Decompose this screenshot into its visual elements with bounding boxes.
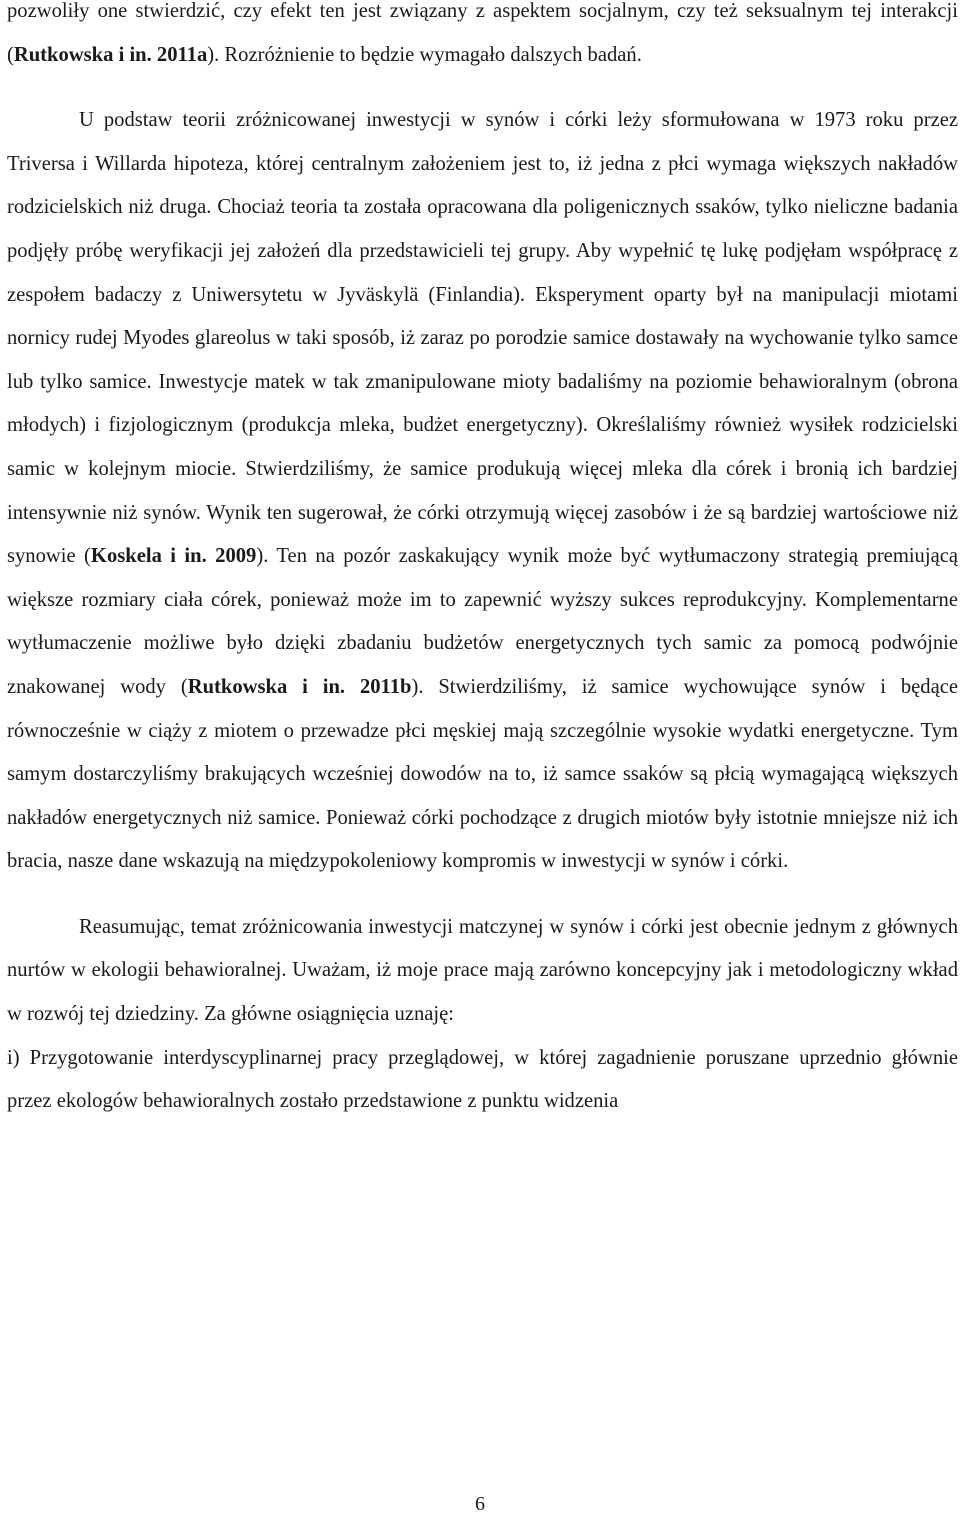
- document-body: [7, 0, 958, 1124]
- paragraph-summary: [7, 906, 958, 1037]
- paragraph-trivers-willard: [7, 99, 958, 884]
- page-number: 6: [475, 1493, 485, 1515]
- text-segment: ). Ten na pozór zaskakujący wynik może być wytłumaczony strategią premiującą większe rozmiary ciała córek, ponieważ może im to zapewnić wyższy sukces reprodukcyjny. Komplementarne wytłumaczenie możliwe było dzięki zbadaniu budżetów energetycznych tych samic za pomocą podwójnie znakowanej wody (: [7, 545, 958, 698]
- text-segment: pozwoliły one stwierdzić, czy efekt ten jest związany z aspektem socjalnym, czy też seksualnym tej interakcji (: [7, 0, 958, 66]
- citation: Koskela i in. 2009: [90, 545, 257, 568]
- citation: Rutkowska i in. 2011a: [13, 43, 208, 66]
- paragraph-continuation: [7, 0, 958, 77]
- text-segment: ). Rozróżnienie to będzie wymagało dalszych badań.: [207, 43, 642, 66]
- paragraph-achievement-i: [7, 1037, 958, 1124]
- text-segment: Reasumując, temat zróżnicowania inwestycji matczynej w synów i córki jest obecnie jednym z głównych nurtów w ekologii behawioralnej. Uważam, iż moje prace mają zarówno koncepcyjny jak i metodologiczny wkład w rozwój tej dziedziny. Za główne osiągnięcia uznaję:: [7, 915, 958, 1026]
- text-segment: ). Stwierdziliśmy, iż samice wychowujące synów i będące równocześnie w ciąży z miotem o przewadze płci męskiej mają szczególnie wysokie wydatki energetyczne. Tym samym dostarczyliśmy brakujących wcześniej dowodów na to, iż samce ssaków są płcią wymagającą większych nakładów energetycznych niż samice. Ponieważ córki pochodzące z drugich miotów były istotnie mniejsze niż ich bracia, nasze dane wskazują na międzypokoleniowy kompromis w inwestycji w synów i córki.: [7, 675, 958, 873]
- citation: Rutkowska i in. 2011b: [187, 675, 412, 698]
- text-segment: i) Przygotowanie interdyscyplinarnej pracy przeglądowej, w której zagadnienie poruszane uprzednio głównie przez ekologów behawioralnych zostało przedstawione z punktu widzenia: [7, 1046, 958, 1113]
- text-segment: U podstaw teorii zróżnicowanej inwestycji w synów i córki leży sformułowana w 1973 roku przez Triversa i Willarda hipoteza, której centralnym założeniem jest to, iż jedna z płci wymaga większych nakładów rodzicielskich niż druga. Chociaż teoria ta została opracowana dla poligenicznych ssaków, tylko nieliczne badania podjęły próbę weryfikacji jej założeń dla przedstawicieli tej grupy. Aby wypełnić tę lukę podjęłam współpracę z zespołem badaczy z Uniwersytetu w Jyväskylä (Finlandia). Eksperyment oparty był na manipulacji miotami nornicy rudej Myodes glareolus w taki sposób, iż zaraz po porodzie samice dostawały na wychowanie tylko samce lub tylko samice. Inwestycje matek w tak zmanipulowane mioty badaliśmy na poziomie behawioralnym (obrona młodych) i fizjologicznym (produkcja mleka, budżet energetyczny). Określaliśmy również wysiłek rodzicielski samic w kolejnym miocie. Stwierdziliśmy, że samice produkują więcej mleka dla córek i bronią ich bardziej intensywnie niż synów. Wynik ten sugerował, że córki otrzymują więcej zasobów i że są bardziej wartościowe niż synowie (: [7, 109, 958, 568]
